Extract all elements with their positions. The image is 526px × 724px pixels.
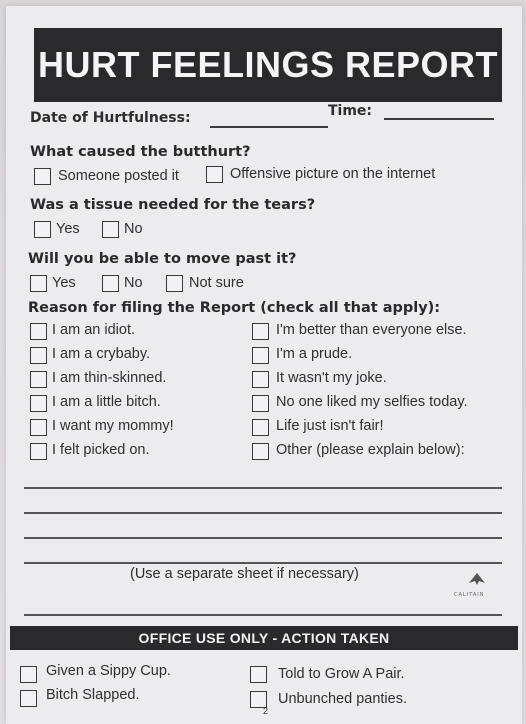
- separate-sheet-note: (Use a separate sheet if necessary): [130, 566, 359, 582]
- reason-crybaby: I am a crybaby.: [52, 346, 151, 362]
- option-tissue-yes: Yes: [56, 221, 80, 237]
- option-move-not-sure: Not sure: [189, 275, 244, 291]
- option-offensive-picture: Offensive picture on the internet: [230, 166, 436, 182]
- office-use-heading: OFFICE USE ONLY - ACTION TAKEN: [10, 626, 518, 650]
- option-move-yes: Yes: [52, 275, 76, 291]
- checkbox-tissue-no[interactable]: [102, 221, 119, 238]
- reason-joke: It wasn't my joke.: [276, 370, 387, 386]
- reason-thin-skinned: I am thin-skinned.: [52, 370, 167, 386]
- reason-little: I am a little bitch.: [52, 394, 161, 410]
- checkbox-move-no[interactable]: [102, 275, 119, 292]
- checkbox-move-yes[interactable]: [30, 275, 47, 292]
- option-tissue-no: No: [124, 221, 143, 237]
- reason-better: I'm better than everyone else.: [276, 322, 467, 338]
- action-grow-a-pair: Told to Grow A Pair.: [278, 666, 405, 682]
- action-bitch-slapped: Bitch Slapped.: [46, 687, 140, 703]
- checkbox-reason-crybaby[interactable]: [30, 347, 47, 364]
- time-field[interactable]: [384, 118, 494, 120]
- checkbox-someone-posted[interactable]: [34, 168, 51, 185]
- reason-prude: I'm a prude.: [276, 346, 353, 362]
- reason-not-fair: Life just isn't fair!: [276, 418, 384, 434]
- action-unbunched: Unbunched panties.: [278, 691, 407, 707]
- logo-text: CALITAIN: [454, 592, 485, 598]
- page-number: 2: [263, 706, 269, 716]
- action-sippy-cup: Given a Sippy Cup.: [46, 663, 171, 679]
- option-someone-posted: Someone posted it: [58, 168, 179, 184]
- checkbox-tissue-yes[interactable]: [34, 221, 51, 238]
- checkbox-bitch-slapped[interactable]: [20, 690, 37, 707]
- question-move-past: Will you be able to move past it?: [28, 251, 297, 267]
- reasons-heading: Reason for filing the Report (check all that apply):: [28, 300, 441, 316]
- checkbox-reason-selfies[interactable]: [252, 395, 269, 412]
- checkbox-reason-other[interactable]: [252, 443, 269, 460]
- checkbox-reason-joke[interactable]: [252, 371, 269, 388]
- checkbox-sippy-cup[interactable]: [20, 666, 37, 683]
- checkbox-reason-not-fair[interactable]: [252, 419, 269, 436]
- explain-line-4[interactable]: [24, 562, 502, 564]
- reason-other: Other (please explain below):: [276, 442, 465, 458]
- checkbox-reason-better[interactable]: [252, 323, 269, 340]
- checkbox-offensive-picture[interactable]: [206, 166, 223, 183]
- reason-selfies: No one liked my selfies today.: [276, 394, 468, 410]
- checkbox-reason-thin-skinned[interactable]: [30, 371, 47, 388]
- explain-line-2[interactable]: [24, 512, 502, 514]
- explain-line-1[interactable]: [24, 487, 502, 489]
- option-move-no: No: [124, 275, 143, 291]
- divider-line: [24, 614, 502, 616]
- question-cause: What caused the butthurt?: [30, 144, 251, 160]
- checkbox-reason-mommy[interactable]: [30, 419, 47, 436]
- reason-mommy: I want my mommy!: [52, 418, 174, 434]
- tree-logo-icon: [466, 572, 488, 586]
- checkbox-reason-little[interactable]: [30, 395, 47, 412]
- explain-line-3[interactable]: [24, 537, 502, 539]
- checkbox-move-not-sure[interactable]: [166, 275, 183, 292]
- report-title: HURT FEELINGS REPORT: [34, 28, 502, 102]
- report-sheet: [6, 6, 522, 724]
- checkbox-grow-a-pair[interactable]: [250, 666, 267, 683]
- date-field[interactable]: [210, 126, 328, 128]
- time-label: Time:: [328, 103, 373, 119]
- reason-idiot: I am an idiot.: [52, 322, 136, 338]
- checkbox-reason-prude[interactable]: [252, 347, 269, 364]
- question-tissue: Was a tissue needed for the tears?: [30, 197, 316, 213]
- checkbox-reason-picked-on[interactable]: [30, 443, 47, 460]
- date-label: Date of Hurtfulness:: [30, 110, 191, 126]
- checkbox-reason-idiot[interactable]: [30, 323, 47, 340]
- reason-picked-on: I felt picked on.: [52, 442, 150, 458]
